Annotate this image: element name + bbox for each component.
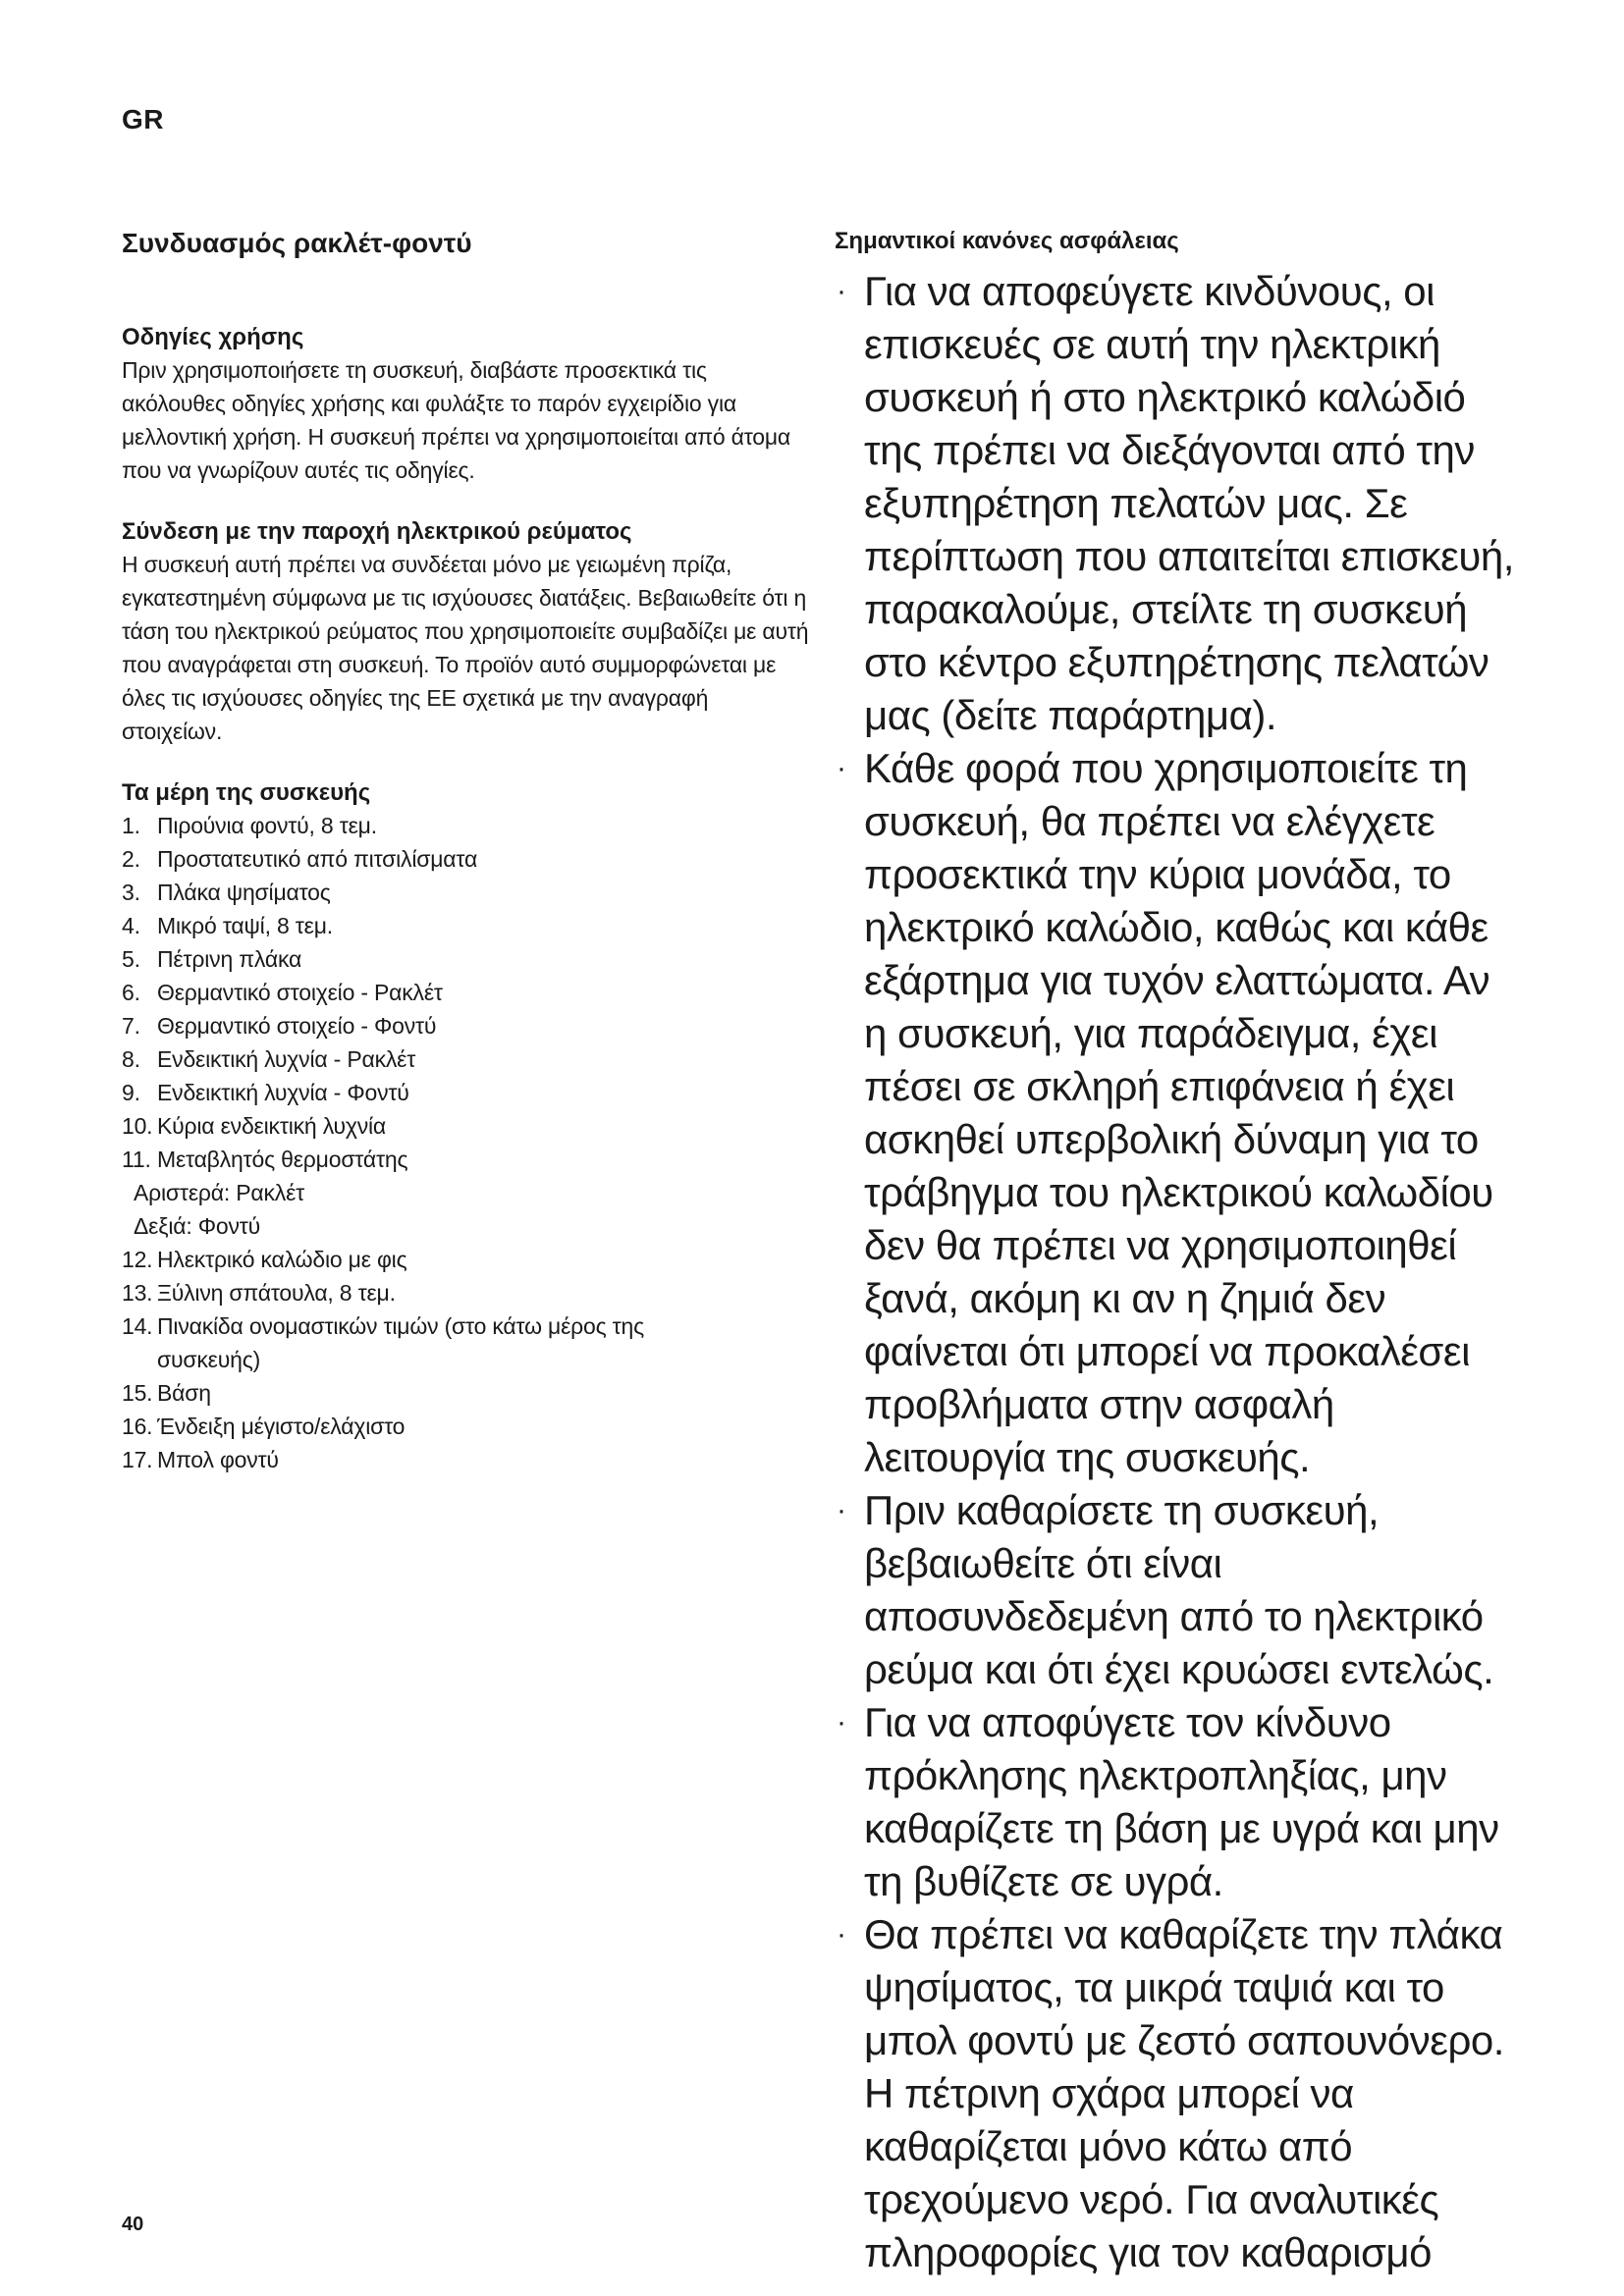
thermostat-right-note: [122, 1209, 809, 1243]
part-label: Ηλεκτρικό καλώδιο με φις: [157, 1247, 407, 1272]
part-label: Μικρό ταψί, 8 τεμ.: [157, 913, 333, 938]
safety-rule-item: [835, 742, 1522, 1484]
part-label: Ενδεικτική λυχνία - Ρακλέτ: [157, 1046, 416, 1072]
list-item: [122, 1276, 809, 1309]
part-number: 4.: [122, 913, 140, 938]
list-item: [122, 1042, 809, 1076]
page-number: 40: [122, 2214, 144, 2235]
list-item: [122, 1109, 809, 1143]
part-number: 17.: [122, 1447, 153, 1472]
list-item: [122, 876, 809, 909]
list-item: [122, 1009, 809, 1042]
instructions-body: Πριν χρησιμοποιήσετε τη συσκευή, διαβάστε προσεκτικά τις ακόλουθες οδηγίες χρήσης και φυλάξτε το παρόν εγχειρίδιο για μελλοντική χρήση. Η συσκευή πρέπει να χρησιμοποιείται από άτομα που να γνωρίζουν αυτές τις οδηγίες.: [122, 357, 791, 483]
parts-heading: Τα μέρη της συσκευής: [122, 779, 371, 806]
instructions-heading: Οδηγίες χρήσης: [122, 324, 304, 350]
bullet-icon: ·: [837, 752, 846, 784]
bullet-icon: ·: [837, 275, 846, 307]
language-code: GR: [122, 104, 164, 134]
part-label: Θερμαντικό στοιχείο - Φοντύ: [157, 1013, 437, 1039]
power-body: Η συσκευή αυτή πρέπει να συνδέεται μόνο με γειωμένη πρίζα, εγκατεστημένη σύμφωνα με τις ισχύουσες διατάξεις. Βεβαιωθείτε ότι η τάση του ηλεκτρικού ρεύματος που χρησιμοποιείτε συμβαδίζει με αυτή που αναγράφεται στη συσκευή. Το προϊόν αυτό συμμορφώνεται με όλες τις ισχύουσες οδηγίες της ΕΕ σχετικά με την αναγραφή στοιχείων.: [122, 552, 809, 744]
part-number: 7.: [122, 1013, 140, 1039]
list-item: [122, 976, 809, 1009]
safety-rule-text: Κάθε φορά που χρησιμοποιείτε τη συσκευή, θα πρέπει να ελέγχετε προσεκτικά την κύρια μονάδα, το ηλεκτρικό καλώδιο, καθώς και κάθε εξάρτημα για τυχόν ελαττώματα. Αν η συσκευή, για παράδειγμα, έχει πέσει σε σκληρή επιφάνεια ή έχει ασκηθεί υπερβολική δύναμη για το τράβηγμα του ηλεκτρικού καλωδίου δεν θα πρέπει να χρησιμοποιηθεί ξανά, ακόμη κι αν η ζημιά δεν φαίνεται ότι μπορεί να προκαλέσει προβλήματα στην ασφαλή λειτουργία της συσκευής.: [864, 745, 1493, 1480]
safety-rule-item: [835, 1484, 1522, 1696]
list-item: [122, 1410, 809, 1443]
safety-rule-text: Για να αποφύγετε τον κίνδυνο πρόκλησης ηλεκτροπληξίας, μην καθαρίζετε τη βάση με υγρά και μην τη βυθίζετε σε υγρά.: [864, 1699, 1499, 1904]
part-number: 1.: [122, 813, 140, 838]
part-label: Ξύλινη σπάτουλα, 8 τεμ.: [157, 1280, 396, 1306]
part-number: 11.: [122, 1147, 151, 1172]
part-number: 2.: [122, 846, 140, 872]
part-number: 5.: [122, 946, 140, 972]
part-number: 13.: [122, 1280, 153, 1306]
thermostat-left-label: Αριστερά: Ρακλέτ: [134, 1180, 305, 1205]
safety-rule-item: [835, 1696, 1522, 1908]
part-label: Μεταβλητός θερμοστάτης: [157, 1147, 408, 1172]
part-label: Πινακίδα ονομαστικών τιμών (στο κάτω μέρος της: [157, 1313, 645, 1339]
left-column: [122, 226, 809, 1506]
part-label: Θερμαντικό στοιχείο - Ρακλέτ: [157, 980, 443, 1005]
list-item: [122, 1076, 809, 1109]
part-number: 14.: [122, 1313, 153, 1339]
safety-rule-text: Για να αποφεύγετε κινδύνους, οι επισκευές σε αυτή την ηλεκτρική συσκευή ή στο ηλεκτρικό καλώδιό της πρέπει να διεξάγονται από την εξυπηρέτηση πελατών μας. Σε περίπτωση που απαιτείται επισκευή, παρακαλούμε, στείλτε τη συσκευή στο κέντρο εξυπηρέτησης πελατών μας (δείτε παράρτημα).: [864, 268, 1514, 738]
part-number: 10.: [122, 1113, 153, 1139]
list-item: [122, 942, 809, 976]
part-label: Πλάκα ψησίματος: [157, 880, 331, 905]
list-item: [122, 909, 809, 942]
part-label-continuation: συσκευής): [157, 1347, 261, 1372]
safety-rules-heading: Σημαντικοί κανόνες ασφάλειας: [835, 228, 1179, 254]
safety-rule-text: Θα πρέπει να καθαρίζετε την πλάκα ψησίματος, τα μικρά ταψιά και το μπολ φοντύ με ζεστό σαπουνόνερο. Η πέτρινη σχάρα μπορεί να καθαρίζεται μόνο κάτω από τρεχούμενο νερό. Για αναλυτικές πληροφορίες για τον καθαρισμό: [864, 1911, 1504, 2275]
part-number: 3.: [122, 880, 140, 905]
document-title: Συνδυασμός ρακλέτ-φοντύ: [122, 228, 472, 258]
list-item: [122, 809, 809, 842]
instructions-section: [122, 322, 809, 487]
part-number: 12.: [122, 1247, 153, 1272]
parts-section: [122, 777, 809, 1476]
part-number: 16.: [122, 1414, 153, 1439]
thermostat-left-note: [122, 1176, 809, 1209]
list-item-continuation: [122, 1343, 809, 1376]
part-label: Πέτρινη πλάκα: [157, 946, 302, 972]
part-label: Κύρια ενδεικτική λυχνία: [157, 1113, 387, 1139]
parts-list: [122, 809, 809, 1476]
part-number: 15.: [122, 1380, 153, 1406]
bullet-icon: ·: [837, 1918, 846, 1950]
part-label: Ενδεικτική λυχνία - Φοντύ: [157, 1080, 409, 1105]
part-label: Ένδειξη μέγιστο/ελάχιστο: [157, 1414, 406, 1439]
safety-rule-item: [835, 1908, 1522, 2279]
right-column: [835, 226, 1522, 2279]
list-item: [122, 1243, 809, 1276]
part-label: Πιρούνια φοντύ, 8 τεμ.: [157, 813, 377, 838]
safety-rule-item: [835, 265, 1522, 742]
safety-rules-list: [835, 265, 1522, 2279]
part-label: Μπολ φοντύ: [157, 1447, 279, 1472]
part-label: Βάση: [157, 1380, 211, 1406]
list-item: [122, 1309, 809, 1343]
part-number: 6.: [122, 980, 140, 1005]
power-section: [122, 516, 809, 748]
part-number: 8.: [122, 1046, 140, 1072]
part-label: Προστατευτικό από πιτσιλίσματα: [157, 846, 478, 872]
bullet-icon: ·: [837, 1706, 846, 1738]
list-item: [122, 1143, 809, 1176]
list-item: [122, 1376, 809, 1410]
list-item: [122, 842, 809, 876]
thermostat-right-label: Δεξιά: Φοντύ: [134, 1213, 261, 1239]
part-number: 9.: [122, 1080, 140, 1105]
bullet-icon: ·: [837, 1494, 846, 1526]
power-heading: Σύνδεση με την παροχή ηλεκτρικού ρεύματος: [122, 518, 632, 545]
safety-rule-text: Πριν καθαρίσετε τη συσκευή, βεβαιωθείτε ότι είναι αποσυνδεδεμένη από το ηλεκτρικό ρεύμα και ότι έχει κρυώσει εντελώς.: [864, 1487, 1494, 1692]
list-item: [122, 1443, 809, 1476]
